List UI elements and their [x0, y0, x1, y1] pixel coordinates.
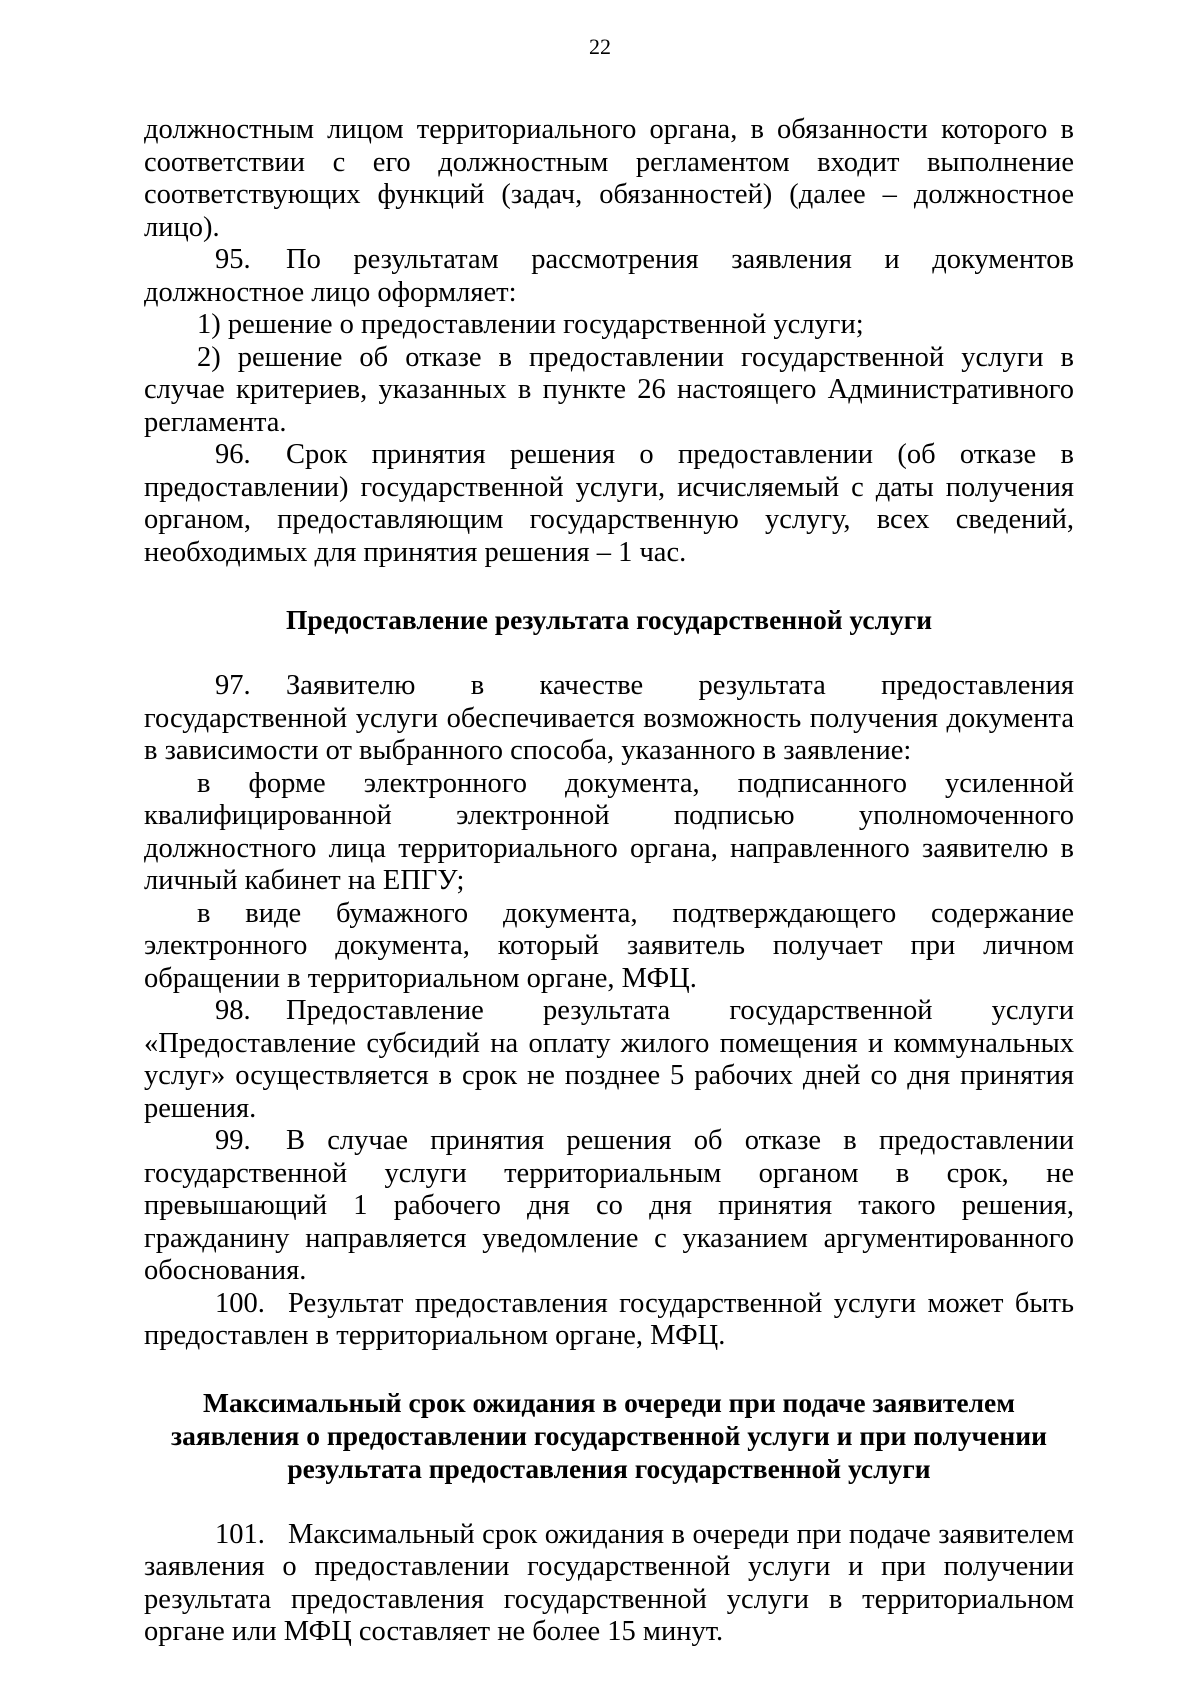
- paragraph-text: Максимальный срок ожидания в очереди при подаче заявителем заявления о предоставлении государственной услуги и при получении результата предоставления государственной услуги в территориальном органе или МФЦ составляет не более 15 минут.: [144, 1518, 1074, 1647]
- paragraph-number: 95.: [215, 244, 251, 275]
- paragraph-100: [144, 1288, 1074, 1353]
- paragraph-95: [144, 244, 1074, 309]
- paragraph-98: [144, 995, 1074, 1125]
- paragraph-97-electronic: в форме электронного документа, подписанного усиленной квалифицированной электронной подписью уполномоченного должностного лица территориального органа, направленного заявителю в личный кабинет на ЕПГУ;: [144, 767, 1074, 896]
- paragraph-number: 98.: [215, 995, 251, 1026]
- paragraph-text: По результатам рассмотрения заявления и документов должностное лицо оформляет:: [144, 244, 1074, 308]
- paragraph-97: [144, 670, 1074, 768]
- paragraph-continuation: должностным лицом территориального органа, в обязанности которого в соответствии с его должностным регламентом входит выполнение соответствующих функций (задач, обязанностей) (далее – должностное лицо).: [144, 114, 1074, 243]
- list-item-2: 2) решение об отказе в предоставлении государственной услуги в случае критериев, указанных в пункте 26 настоящего Административного регламента.: [144, 341, 1074, 438]
- list-item-1: 1) решение о предоставлении государственной услуги;: [197, 309, 864, 340]
- section-heading-queue: Максимальный срок ожидания в очереди при подаче заявителем заявления о предоставлении государственной услуги и при получении результата предоставления государственной услуги: [171, 1386, 1047, 1484]
- paragraph-number: 97.: [215, 670, 251, 701]
- document-body: [144, 114, 1074, 1649]
- paragraph-101: [144, 1519, 1074, 1649]
- paragraph-99: [144, 1125, 1074, 1288]
- paragraph-text: В случае принятия решения об отказе в предоставлении государственной услуги территориальным органом в срок, не превышающий 1 рабочего дня со дня принятия такого решения, гражданину направляется уведомление с указанием аргументированного обоснования.: [144, 1125, 1074, 1286]
- paragraph-number: 99.: [215, 1125, 251, 1156]
- paragraph-97-paper: в виде бумажного документа, подтверждающего содержание электронного документа, который заявитель получает при личном обращении в территориальном органе, МФЦ.: [144, 897, 1074, 994]
- page-number: 22: [589, 34, 611, 59]
- paragraph-text: Результат предоставления государственной услуги может быть предоставлен в территориальном органе, МФЦ.: [144, 1287, 1074, 1351]
- paragraph-text: Заявителю в качестве результата предоставления государственной услуги обеспечивается возможность получения документа в зависимости от выбранного способа, указанного в заявление:: [144, 670, 1074, 766]
- paragraph-text: Срок принятия решения о предоставлении (об отказе в предоставлении) государственной услуги, исчисляемый с даты получения органом, предоставляющим государственную услугу, всех сведений, необходимых для принятия решения – 1 час.: [144, 439, 1074, 568]
- paragraph-number: 100.: [215, 1287, 265, 1319]
- paragraph-number: 96.: [215, 439, 251, 470]
- paragraph-96: [144, 439, 1074, 569]
- paragraph-text: Предоставление результата государственной услуги «Предоставление субсидий на оплату жилого помещения и коммунальных услуг» осуществляется в срок не позднее 5 рабочих дней со дня принятия решения.: [144, 995, 1074, 1124]
- section-heading-result: Предоставление результата государственной услуги: [285, 604, 933, 635]
- paragraph-number: 101.: [215, 1518, 265, 1550]
